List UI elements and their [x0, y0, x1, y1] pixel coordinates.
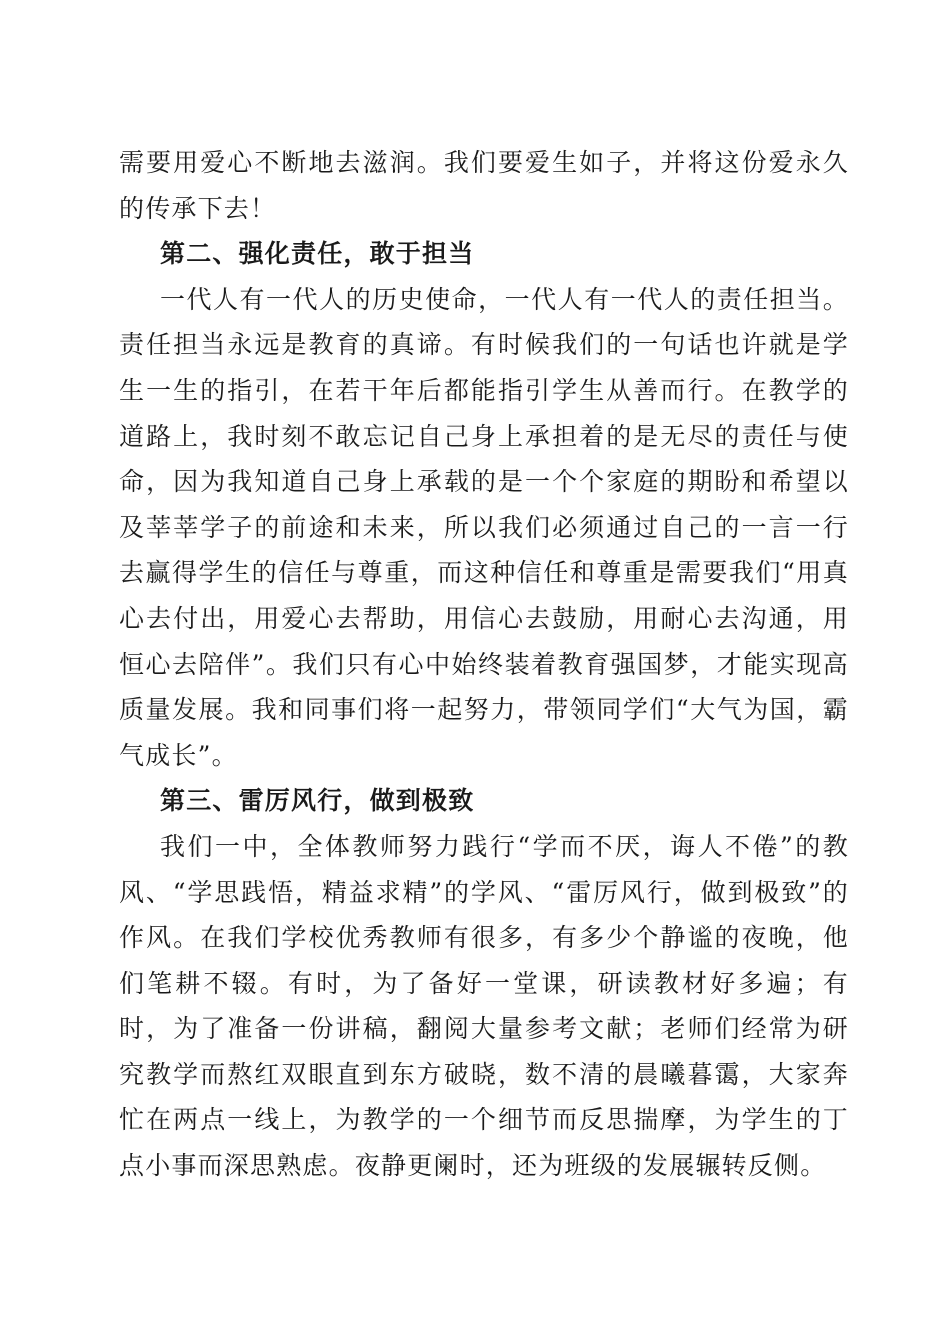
paragraph-continuation: 需要用爱心不断地去滋润。我们要爱生如子，并将这份爱永久的传承下去！	[119, 148, 849, 223]
paragraph-responsibility: 一代人有一代人的历史使命，一代人有一代人的责任担当。责任担当永远是教育的真谛。有时候我们的一句话也许就是学生一生的指引，在若干年后都能指引学生从善而行。在教学的道路上，我时刻不敢忘记自己身上承担着的是无尽的责任与使命，因为我知道自己身上承载的是一个个家庭的期盼和希望以及莘莘学子的前途和未来，所以我们必须通过自己的一言一行去赢得学生的信任与尊重，而这种信任和尊重是需要我们“用真心去付出，用爱心去帮助，用信心去鼓励，用耐心去沟通，用恒心去陪伴”。我们只有心中始终装着教育强国梦，才能实现高质量发展。我和同事们将一起努力，带领同学们“大气为国，霸气成长”。	[119, 284, 849, 770]
paragraph-diligence: 我们一中，全体教师努力践行“学而不厌，诲人不倦”的教风、“学思践悟，精益求精”的学风、“雷厉风行，做到极致”的作风。在我们学校优秀教师有很多，有多少个静谧的夜晚，他们笔耕不辍。有时，为了备好一堂课，研读教材好多遍；有时，为了准备一份讲稿，翻阅大量参考文献；老师们经常为研究教学而熬红双眼直到东方破晓，数不清的晨曦暮霭，大家奔忙在两点一线上，为教学的一个细节而反思揣摩，为学生的丁点小事而深思熟虑。夜静更阑时，还为班级的发展辗转反侧。	[119, 831, 849, 1181]
document-body	[119, 140, 849, 1189]
section-heading-3: 第三、雷厉风行，做到极致	[160, 786, 475, 816]
section-heading-2: 第二、强化责任，敢于担当	[160, 239, 475, 269]
